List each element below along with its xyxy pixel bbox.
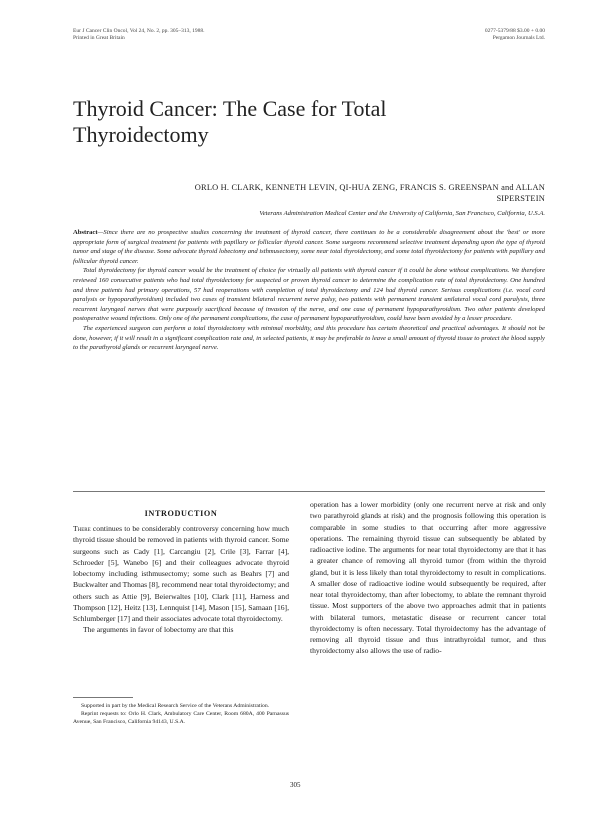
footnotes xyxy=(73,702,289,726)
intro-lead-word: There xyxy=(73,524,91,533)
abstract-label: Abstract xyxy=(73,229,98,236)
author-list: ORLO H. CLARK, KENNETH LEVIN, QI-HUA ZENG, FRANCIS S. GREENSPAN and ALLAN SIPERSTEIN xyxy=(194,183,545,203)
footnote-reprint: Reprint requests to: Orlo H. Clark, Ambulatory Care Center, Room 680A, 400 Parnassus Avenue, San Francisco, California 94143, U.S.A. xyxy=(73,711,289,725)
abstract-paragraph-2: Total thyroidectomy for thyroid cancer would be the treatment of choice for virtually all patients with thyroid cancer if it could be done without complications. We therefore reviewed 160 consecutive patients who had total thyroidectomy for suspected or proven thyroid cancer to determine the complication rate of total thyroidectomy. One hundred and three patients had primary operations, 57 had reoperations with completion of total thyroidectomy and 124 had thyroid cancer. Serious complications (i.e. vocal cord paralysis or hypoparathyroidism) included two cases of transient bilateral recurrent nerve palsy, two patients with permanent transient unilateral vocal cord paralysis, three recurrent laryngeal nerves that were purposely sacrificed because of invasion of the nerve, and one case of permanent hypoparathyroidism. Two other patients developed postoperative wound infections. Only one of the permanent complications, the case of permanent hypoparathyroidism, could have been avoided by a lesser procedure. xyxy=(73,267,545,323)
intro-p1-text: continues to be considerably controversy concerning how much thyroid tissue should be removed in patients with thyroid cancer. Some surgeons such as Cady [1], Carcangiu [2], Crile [3], Farrar [4], Schroeder [5], Wanebo [6] and their colleagues advocate thyroid lobectomy including isthmusectomy; some such as Beahrs [7] and Buckwalter and Thomas [8], recommend near total thyroidectomy; and others such as Attie [9], Beierwaltes [10], Clark [11], Harness and Thompson [12], Heitz [13], Lennquist [14], Mason [15], Samaan [16], Schlumberger [17] and their associates advocate total thyroidectomy. xyxy=(73,524,290,623)
abstract-paragraph-3: The experienced surgeon can perform a total thyroidectomy with minimal morbidity, and this procedure has certain theoretical and practical advantages. It should not be done, however, if it will result in a significant complication rate and, in selected patients, it may be preferable to leave a small amount of thyroid tissue to protect the blood supply to the parathyroid glands or recurrent laryngeal nerve. xyxy=(73,324,545,352)
right-column xyxy=(310,499,546,657)
intro-paragraph-2: The arguments in favor of lobectomy are that this xyxy=(83,625,234,635)
intro-paragraph-1 xyxy=(73,523,289,624)
paper-title: Thyroid Cancer: The Case for Total Thyroidectomy xyxy=(73,96,387,147)
journal-line-1: Eur J Cancer Clin Oncol, Vol 24, No. 2, pp. 305–313, 1988. xyxy=(73,28,205,34)
section-divider xyxy=(73,491,545,492)
right-column-text: operation has a lower morbidity (only one recurrent nerve at risk and only two parathyroid glands at risk) and the prognosis following this operation is comparable in some studies to that occurring after more aggressive operations. The remaining thyroid tissue can subsequently be ablated by radioactive iodine. The arguments for near total thyroidectomy are that it has a greater chance of removing all thyroid tumor (from within the thyroid gland, but it is less likely than total thyroidectomy to result in complications. A smaller dose of radioactive iodine would subsequently be required, after near total thyroidectomy, than after lobectomy, to ablate the remnant thyroid tissue. Most supporters of the above two approaches admit that in patients with bilateral tumors, metastatic disease or recurrent cancer total thyroidectomy is often necessary. Total thyroidectomy has the advantage of removing all thyroid tissue and thus intrathyroidal tumor, and thus thyroidectomy also allows the use of radio- xyxy=(310,500,546,656)
affiliation: Veterans Administration Medical Center and the University of California, San Francisco, California, U.S.A. xyxy=(259,210,545,217)
introduction-heading: INTRODUCTION xyxy=(144,509,218,518)
code-line-2: Pergamon Journals Ltd. xyxy=(492,35,545,41)
journal-code xyxy=(440,28,545,42)
footnote-divider xyxy=(73,697,133,698)
abstract-p1-text: —Since there are no prospective studies concerning the treatment of thyroid cancer, there continues to be a considerable disagreement about the 'best' or more appropriate form of surgical treatment for patients with papillary or follicular thyroid cancer. Some surgeons recommend selective treatment depending upon the type of thyroid tumor and stage of the disease. Some advocate thyroid lobectomy and isthmusectomy, some near total thyroidectomy, and some total thyroidectomy for patients with papillary and follicular thyroid cancer. xyxy=(73,229,545,265)
abstract-paragraph-1 xyxy=(73,228,545,266)
journal-line-2: Printed in Great Britain xyxy=(73,35,125,41)
page-number: 305 xyxy=(290,781,301,789)
left-column xyxy=(73,523,289,636)
footnote-support: Supported in part by the Medical Research Service of the Veterans Administration. xyxy=(81,703,270,709)
journal-citation xyxy=(73,28,204,42)
code-line-1: 0277-5379/88 $3.00 + 0.00 xyxy=(484,28,545,34)
abstract xyxy=(73,228,545,353)
